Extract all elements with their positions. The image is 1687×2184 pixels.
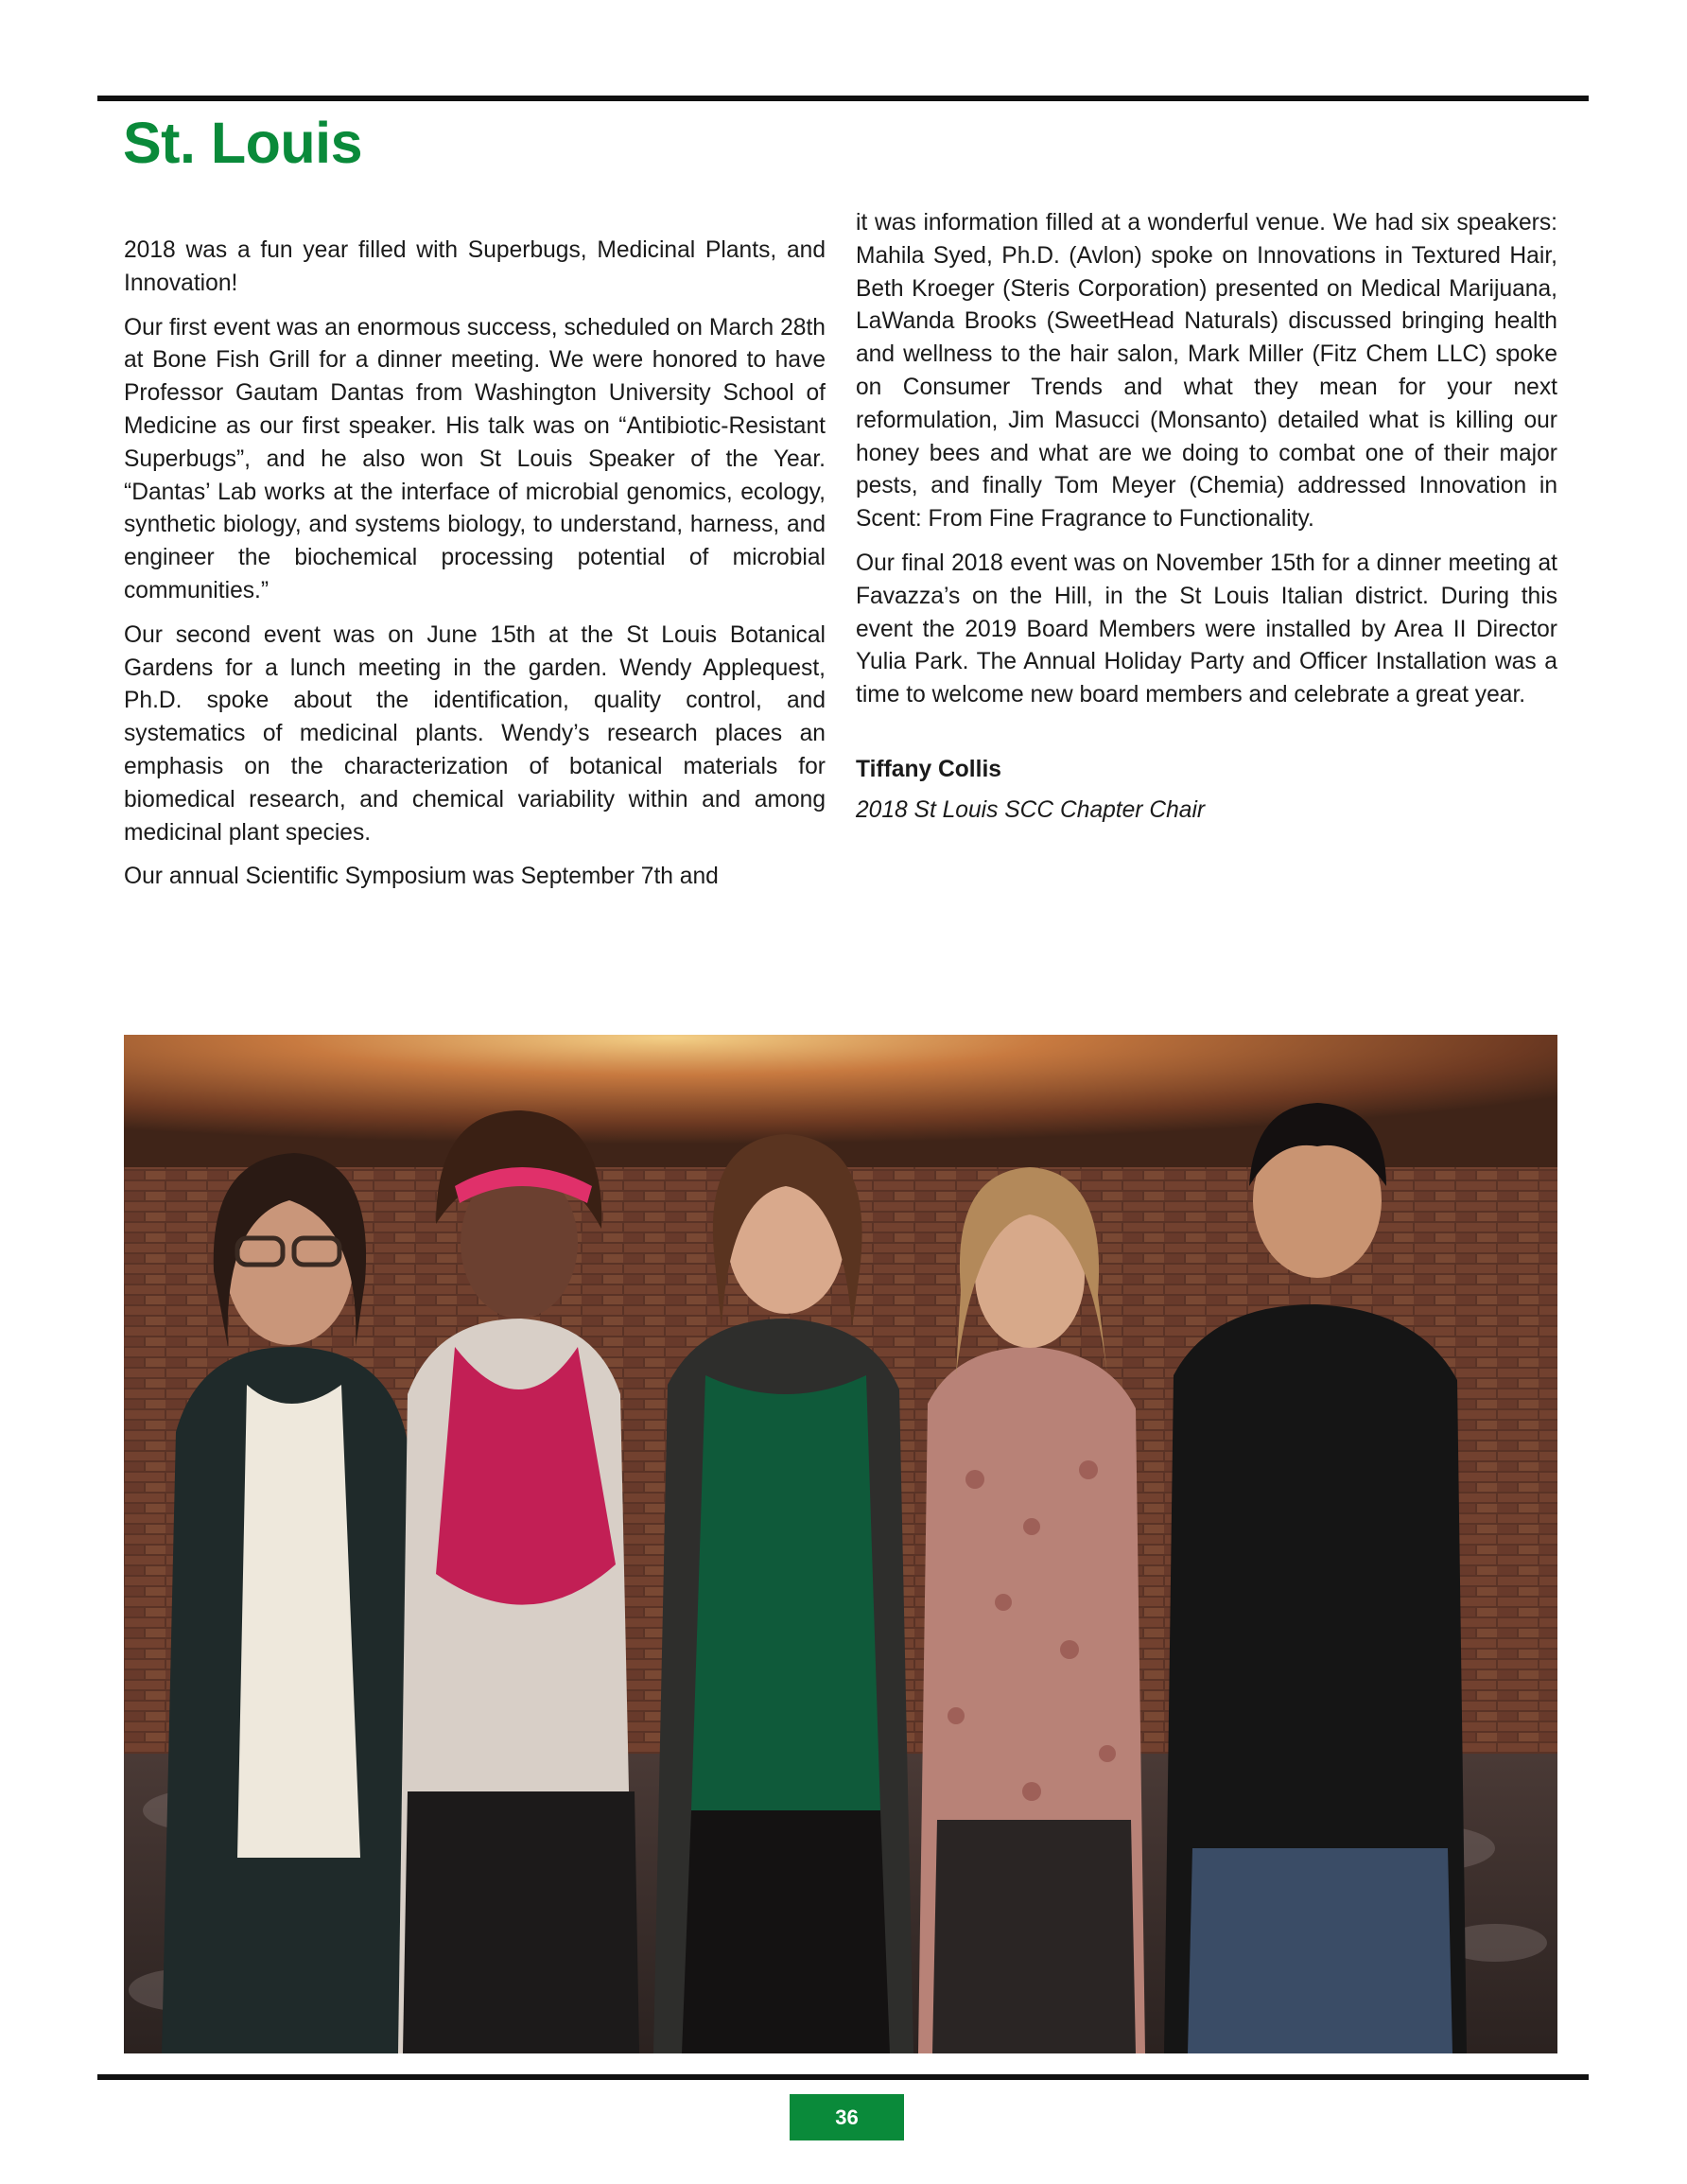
group-photo-illustration <box>124 1035 1557 2053</box>
signature-role: 2018 St Louis SCC Chapter Chair <box>856 796 1206 823</box>
page-title: St. Louis <box>123 111 363 175</box>
paragraph: Our final 2018 event was on November 15th for a dinner meeting at Favazza’s on the Hill, in the St Louis Italian district. During this event the 2019 Board Members were installed by Area II Director Yulia Park. The Annual Holiday Party and Officer Installation was a time to welcome new board members and celebrate a great year. <box>856 550 1557 708</box>
right-column <box>856 207 1557 839</box>
paragraph: Our second event was on June 15th at the St Louis Botanical Gardens for a lunch meeting in the garden. Wendy Applequest, Ph.D. spoke about the identification, quality control, and systematics of medicinal plants. Wendy’s research places an emphasis on the characterization of botanical materials for biomedical research, and chemical variability within and among medicinal plant species. <box>124 621 826 846</box>
paragraph: Our annual Scientific Symposium was September 7th and <box>124 864 719 890</box>
bottom-rule <box>97 2074 1589 2080</box>
page-number-badge: 36 <box>790 2094 904 2140</box>
paragraph: Our first event was an enormous success, scheduled on March 28th at Bone Fish Grill for a dinner meeting. We were honored to have Professor Gautam Dantas from Washington University School of Medicine as our first speaker. His talk was on “Antibiotic-Resistant Superbugs”, and he also won St Louis Speaker of the Year. “Dantas’ Lab works at the interface of microbial genomics, ecology, synthetic biology, and systems biology, to understand, harness, and engineer the biochemical processing potential of microbial communities.” <box>124 314 826 603</box>
group-photo <box>124 1035 1557 2053</box>
paragraph: 2018 was a fun year filled with Superbugs, Medicinal Plants, and Innovation! <box>124 237 826 296</box>
signature-name: Tiffany Collis <box>856 756 1001 782</box>
left-column <box>124 235 826 905</box>
paragraph: it was information filled at a wonderful venue. We had six speakers: Mahila Syed, Ph.D. (Avlon) spoke on Innovations in Textured Hair, Beth Kroeger (Steris Corporation) presented on Medical Marijuana, LaWanda Brooks (SweetHead Naturals) discussed bringing health and wellness to the hair salon, Mark Miller (Fitz Chem LLC) spoke on Consumer Trends and what they mean for your next reformulation, Jim Masucci (Monsanto) detailed what is killing our honey bees and what are we doing to combat one of their major pests, and finally Tom Meyer (Chemia) addressed Innovation in Scent: From Fine Fragrance to Functionality. <box>856 210 1557 533</box>
top-rule <box>97 96 1589 101</box>
